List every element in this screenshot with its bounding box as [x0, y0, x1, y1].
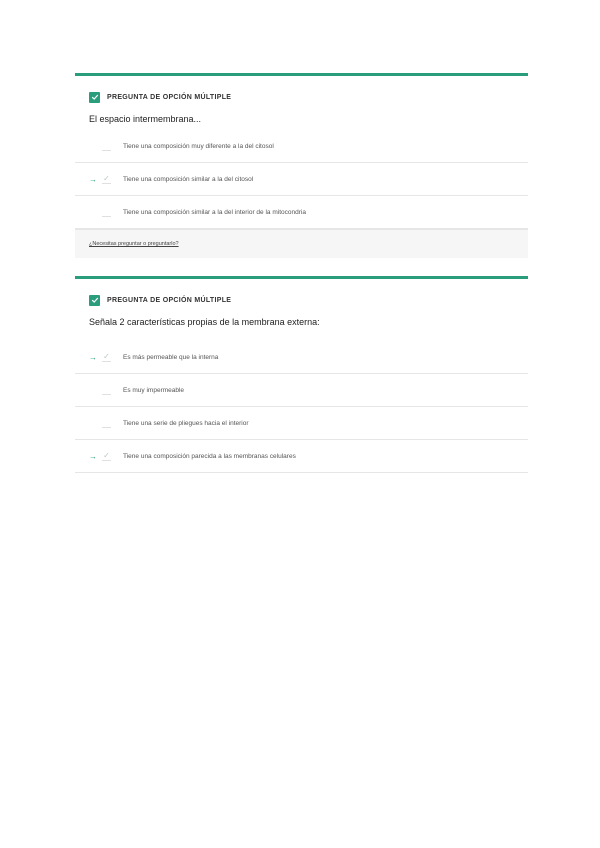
- question-type-label: PREGUNTA DE OPCIÓN MÚLTIPLE: [107, 93, 232, 101]
- checkbox-icon: [89, 295, 100, 306]
- check-icon: ✓: [103, 451, 110, 460]
- answer-option[interactable]: [75, 440, 528, 473]
- answer-option[interactable]: [75, 374, 528, 407]
- question-header: [75, 289, 528, 311]
- option-marker-icon: [102, 418, 111, 428]
- question-footer: [75, 229, 528, 258]
- answer-option[interactable]: [75, 130, 528, 163]
- option-text: Tiene una serie de pliegues hacia el interior: [123, 419, 249, 427]
- arrow-right-icon: →: [89, 352, 97, 362]
- arrow-right-icon: →: [89, 174, 97, 184]
- option-marker-icon: [102, 385, 111, 395]
- answer-option[interactable]: [75, 407, 528, 440]
- question-type-label: PREGUNTA DE OPCIÓN MÚLTIPLE: [107, 296, 232, 304]
- help-link[interactable]: ¿Necesitas preguntar o preguntarlo?: [89, 241, 179, 247]
- option-text: Es muy impermeable: [123, 386, 185, 394]
- option-text: Tiene una composición similar a la del citosol: [123, 175, 254, 183]
- question-prompt: El espacio intermembrana...: [89, 114, 202, 124]
- checkbox-icon: [89, 92, 100, 103]
- option-marker-icon: [102, 207, 111, 217]
- option-text: Es más permeable que la interna: [123, 353, 219, 361]
- option-marker-icon: [102, 141, 111, 151]
- question-card-2: [75, 276, 528, 473]
- option-text: Tiene una composición similar a la del interior de la mitocondria: [123, 208, 306, 216]
- question-prompt: Señala 2 características propias de la membrana externa:: [89, 317, 320, 327]
- question-card-1: [75, 73, 528, 258]
- option-text: Tiene una composición muy diferente a la del citosol: [123, 142, 274, 150]
- check-icon: ✓: [103, 352, 110, 361]
- answer-option[interactable]: [75, 341, 528, 374]
- question-header: [75, 86, 528, 108]
- arrow-right-icon: →: [89, 451, 97, 461]
- answer-option[interactable]: [75, 163, 528, 196]
- answer-option[interactable]: [75, 196, 528, 229]
- check-icon: ✓: [103, 174, 110, 183]
- option-text: Tiene una composición parecida a las membranas celulares: [123, 452, 296, 460]
